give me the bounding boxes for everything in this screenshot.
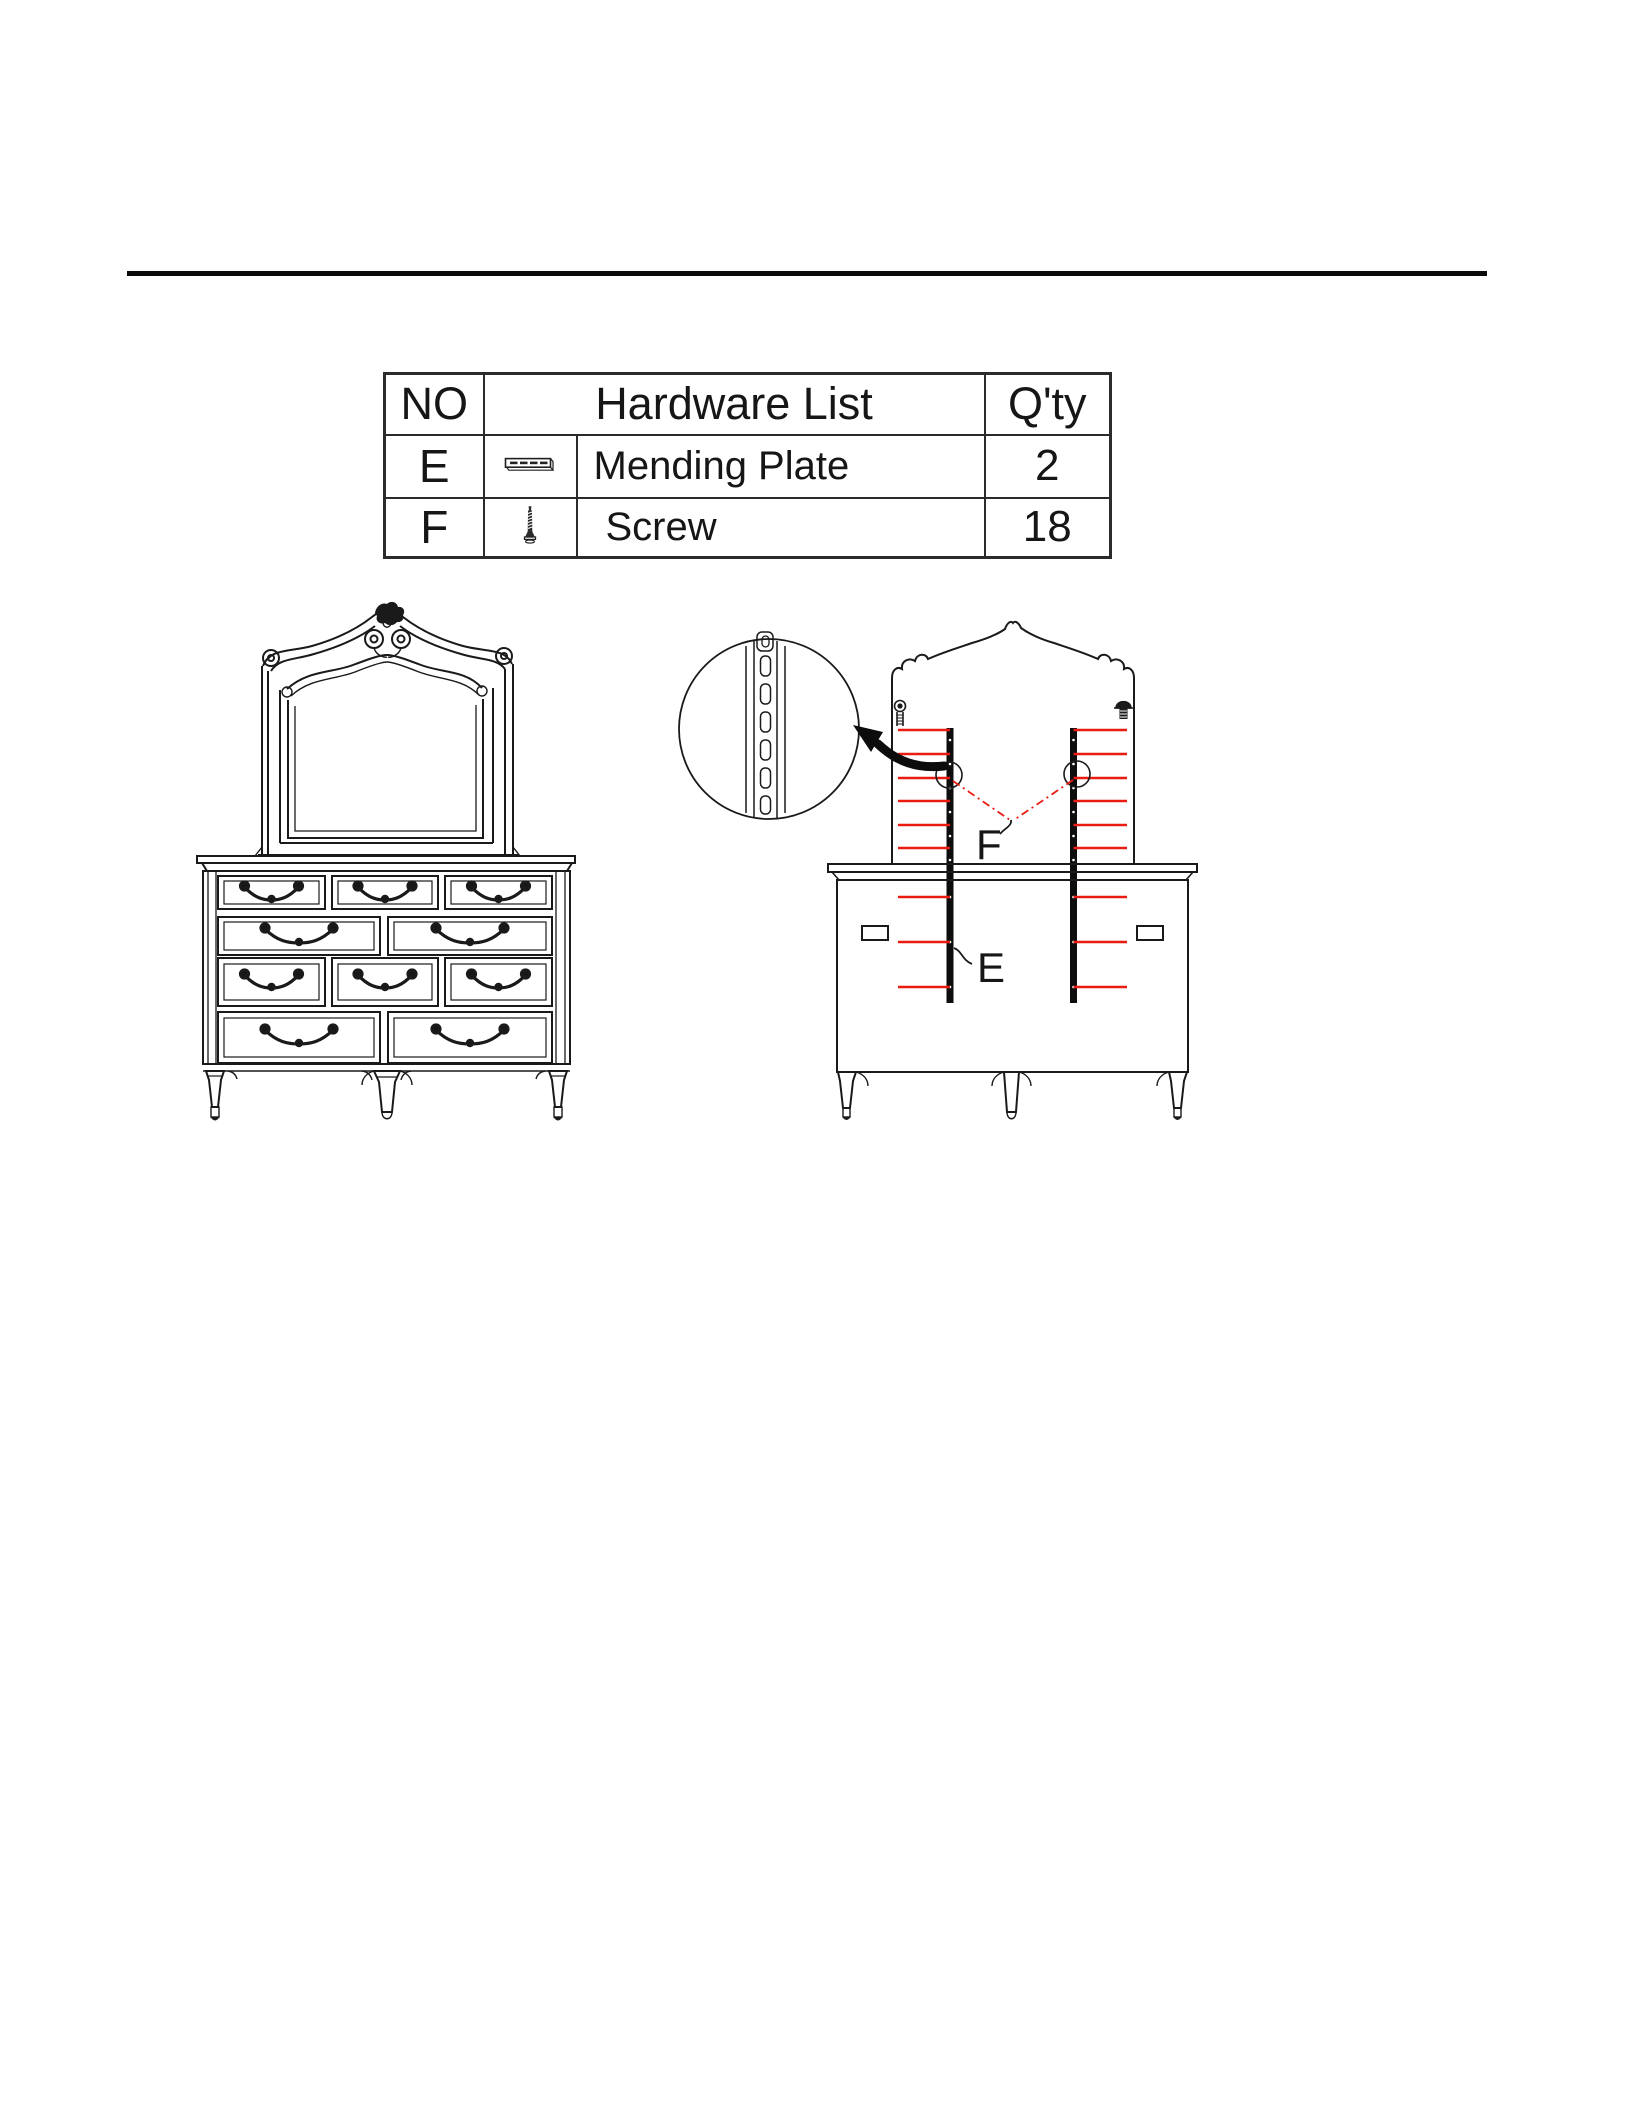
dresser-back (828, 864, 1197, 1120)
table-header-qty: Q'ty (985, 374, 1111, 435)
drawer-row-2 (218, 917, 552, 955)
mirror-crest-ornament (375, 602, 404, 625)
label-screw-f: F (976, 821, 1002, 868)
mending-plate-left (947, 728, 954, 1003)
cleat-left (862, 926, 888, 940)
row-f-qty: 18 (985, 498, 1111, 558)
row-e-qty: 2 (985, 435, 1111, 498)
front-view-diagram (197, 602, 575, 1120)
row-e-name: Mending Plate (577, 435, 985, 498)
screw-icon-back-left (895, 701, 906, 727)
zoom-arrow-icon (853, 725, 944, 767)
table-header-no: NO (385, 374, 484, 435)
plate-slots (761, 656, 771, 814)
screw-icon-back-right (1114, 702, 1133, 719)
label-e-leader (954, 948, 972, 964)
cleat-right (1137, 926, 1163, 940)
dresser-front-legs (203, 1064, 570, 1120)
detail-circle (679, 632, 859, 819)
label-f-leader (1000, 820, 1011, 834)
table-header-hardware-list: Hardware List (484, 374, 985, 435)
label-mending-plate-e: E (977, 944, 1006, 991)
back-view-diagram (679, 622, 1197, 1120)
row-e-letter: E (385, 435, 484, 498)
drawer-row-1 (218, 876, 552, 909)
drawer-row-4 (218, 1012, 552, 1063)
drawer-row-3 (218, 958, 552, 1006)
row-f-letter: F (385, 498, 484, 558)
mirror-frame (255, 602, 520, 856)
dresser-front (197, 856, 575, 1120)
screw-leader-lines (953, 780, 1073, 820)
mending-plate-right (1070, 728, 1077, 1003)
mirror-back-outline (892, 622, 1134, 864)
row-f-name: Screw (577, 498, 985, 558)
